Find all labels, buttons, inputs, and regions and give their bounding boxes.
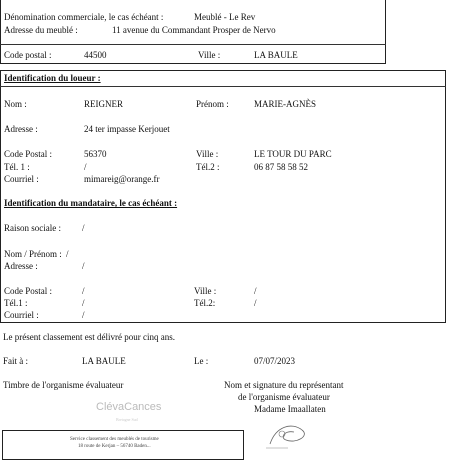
owner-postal-label: Code Postal : [4,149,53,159]
agent-postal-label: Code Postal : [4,286,53,296]
property-postal-label: Code postal : [4,50,52,60]
signed-date-label: Le : [194,356,209,366]
agent-name-value: / [66,249,69,259]
property-address-label: Adresse du meublé : [4,25,78,35]
owner-name-label: Nom : [4,99,27,109]
agent-company-label: Raison sociale : [4,223,61,233]
signed-date-value: 07/07/2023 [254,356,296,366]
owner-firstname-value: MARIE-AGNÈS [254,99,316,109]
trade-name-label: Dénomination commerciale, le cas échéant : [4,12,164,22]
agent-company-value: / [82,223,85,233]
owner-address-label: Adresse : [4,124,38,134]
agent-tel2-value: / [254,298,257,308]
signature-line3: Madame Imaallaten [254,404,326,414]
agent-postal-value: / [82,286,85,296]
property-postal-value: 44500 [84,50,107,60]
validity-text: Le présent classement est délivré pour cinq ans. [3,332,175,342]
agent-email-label: Courriel : [4,310,39,320]
footer-line1: Service classement des meublés de tourisme [70,437,159,442]
agent-city-value: / [254,286,257,296]
owner-address-value: 24 ter impasse Kerjouet [84,124,170,134]
signature-line1: Nom et signature du représentant [224,380,344,390]
owner-tel2-value: 06 87 58 58 52 [254,162,308,172]
owner-email-value: mimareig@orange.fr [84,174,160,184]
owner-postal-value: 56370 [84,149,107,159]
property-city-value: LA BAULE [254,50,298,60]
owner-tel1-value: / [84,162,87,172]
agent-name-label: Nom / Prénom : [4,249,62,259]
owner-email-label: Courriel : [4,174,39,184]
agent-tel2-label: Tél.2: [194,298,216,308]
agent-email-value: / [82,310,85,320]
property-address-value: 11 avenue du Commandant Prosper de Nervo [112,25,276,35]
agent-tel1-label: Tél.1 : [4,298,28,308]
agent-city-label: Ville : [194,286,217,296]
agent-heading: Identification du mandataire, le cas échéant : [4,198,178,208]
signature-line2: de l'organisme évaluateur [238,392,330,402]
stamp-label: Timbre de l'organisme évaluateur [3,380,124,390]
owner-heading-divider [0,86,446,87]
agent-tel1-value: / [82,298,85,308]
footer-line2: 18 route de Kerjan – 56740 Baden... [78,444,151,449]
owner-firstname-label: Prénom : [196,99,229,109]
property-divider [0,44,386,45]
stamp-logo-sub: Bretagne Sud [116,417,138,422]
agent-address-label: Adresse : [4,261,38,271]
owner-city-value: LE TOUR DU PARC [254,149,332,159]
signed-place-label: Fait à : [3,356,28,366]
agent-address-value: / [82,261,85,271]
stamp-logo: ClévaCances [96,401,162,413]
owner-city-label: Ville : [196,149,219,159]
trade-name-value: Meublé - Le Rev [194,12,256,22]
owner-tel1-label: Tél. 1 : [4,162,30,172]
signed-place-value: LA BAULE [82,356,126,366]
owner-heading: Identification du loueur : [4,73,101,83]
property-city-label: Ville : [198,50,221,60]
signature-mark [262,418,322,450]
owner-tel2-label: Tél.2 : [196,162,220,172]
owner-name-value: REIGNER [84,99,123,109]
